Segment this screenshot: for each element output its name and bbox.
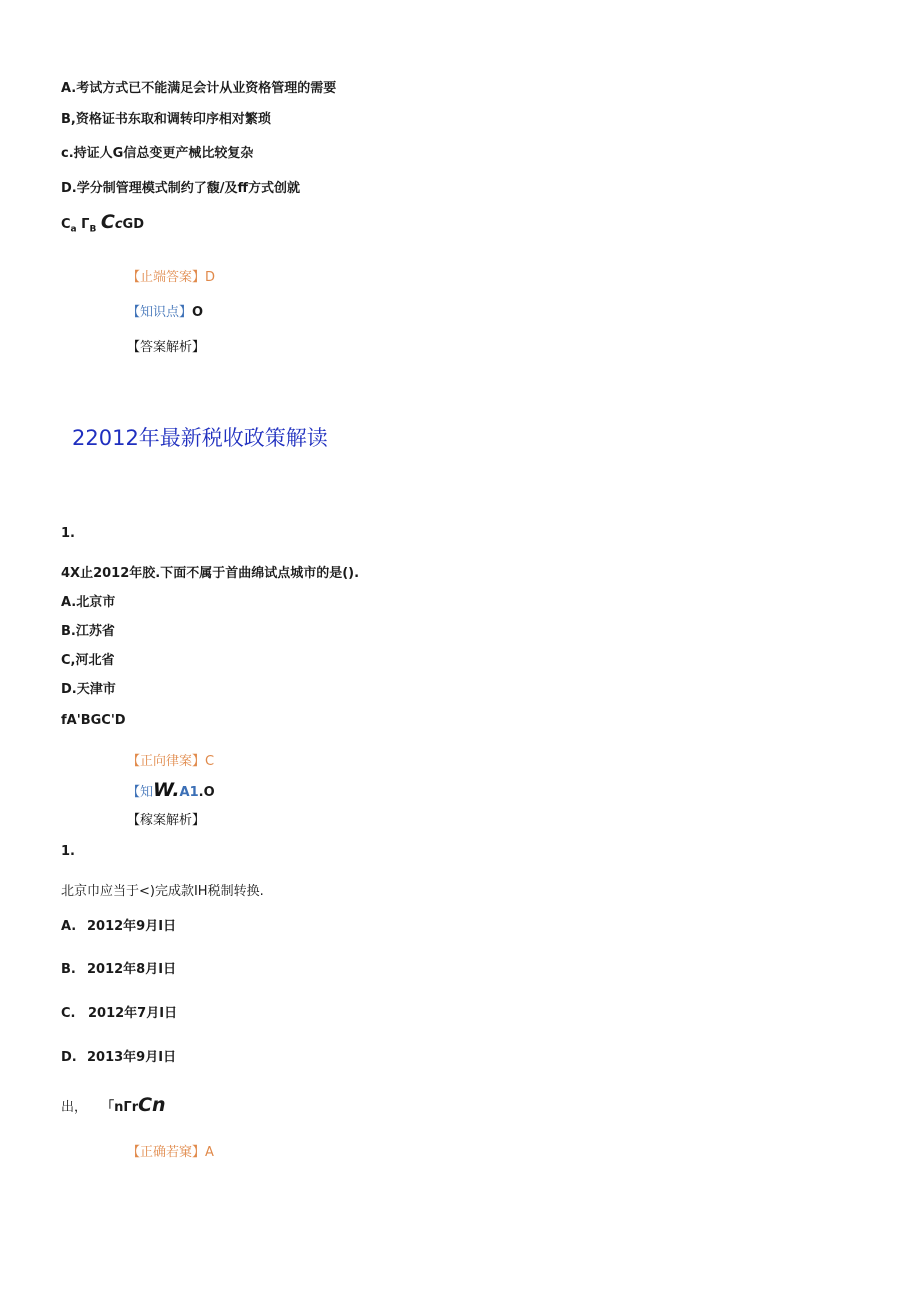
answer-value: A bbox=[205, 1145, 214, 1160]
prev-option-c: c.持证人G信总变更产械比较复杂 bbox=[61, 146, 254, 161]
knowledge-big: W. bbox=[153, 779, 180, 801]
option-text: 2012年9月I日 bbox=[87, 919, 177, 934]
q1-analysis: 【稼案解析】 bbox=[127, 813, 206, 828]
prev-analysis: 【答案解析】 bbox=[127, 340, 206, 355]
q2-answer bbox=[127, 1145, 214, 1161]
choice-text: 「nΓr bbox=[101, 1100, 139, 1115]
answer-value: C bbox=[205, 754, 215, 769]
knowledge-label: 【知识点】 bbox=[127, 305, 193, 320]
option-text: 2012年7月I日 bbox=[88, 1006, 178, 1021]
knowledge-value: O bbox=[192, 305, 204, 320]
choice-text: GD bbox=[122, 217, 144, 232]
knowledge-mid: A1 bbox=[179, 785, 199, 800]
prev-option-b: B,资格证书东取和调转印序相对繁琐 bbox=[61, 112, 271, 127]
q1-stem: 4X止2012年胶.下面不属于首曲绵试点城市的是(). bbox=[61, 566, 360, 581]
q1-knowledge bbox=[127, 779, 215, 801]
q1-option-d: D.天津市 bbox=[61, 682, 116, 697]
q1-option-a: A.北京市 bbox=[61, 595, 116, 610]
option-letter: B. bbox=[61, 962, 76, 977]
answer-label: 【正向律案】 bbox=[127, 754, 206, 769]
q2-choice-row bbox=[61, 1094, 166, 1116]
prev-option-d: D.学分制管理模式制约了馥/及ff方式创就 bbox=[61, 181, 301, 196]
prev-answer bbox=[127, 270, 215, 286]
option-letter: A. bbox=[61, 919, 77, 934]
choice-big: C bbox=[100, 211, 115, 233]
answer-value: D bbox=[205, 270, 216, 285]
knowledge-label: 【知 bbox=[127, 785, 154, 800]
choice-text: c bbox=[114, 217, 123, 232]
choice-lead: 出， bbox=[61, 1100, 88, 1115]
q2-option-d bbox=[61, 1050, 176, 1066]
prev-choice-row bbox=[61, 211, 144, 238]
answer-label: 【正确若窠】 bbox=[127, 1145, 206, 1160]
q2-number: 1. bbox=[61, 844, 75, 859]
option-text: 2012年8月I日 bbox=[87, 962, 177, 977]
q1-number: 1. bbox=[61, 526, 75, 541]
q2-stem: 北京巾应当于<)完成款IH税制转换. bbox=[61, 884, 264, 899]
q2-option-c bbox=[61, 1006, 177, 1022]
option-letter: C. bbox=[61, 1006, 76, 1021]
q2-option-a bbox=[61, 919, 176, 935]
choice-text: C bbox=[61, 217, 71, 232]
prev-knowledge bbox=[127, 305, 203, 321]
prev-option-a: A.考试方式已不能满足会计从业资格管理的需要 bbox=[61, 81, 337, 96]
option-text: 2013年9月I日 bbox=[87, 1050, 177, 1065]
q1-answer bbox=[127, 754, 214, 770]
choice-text: Γ bbox=[81, 217, 90, 232]
choice-sub: a bbox=[70, 224, 77, 235]
choice-sub: B bbox=[89, 224, 97, 235]
answer-label: 【止端答案】 bbox=[127, 270, 206, 285]
q1-option-b: B.江苏省 bbox=[61, 624, 115, 639]
section-title: 22012年最新税收政策解读 bbox=[72, 426, 328, 450]
q1-choice-row: fA'BGC'D bbox=[61, 713, 126, 728]
q1-option-c: C,河北省 bbox=[61, 653, 115, 668]
choice-big: Cn bbox=[138, 1094, 166, 1116]
q2-option-b bbox=[61, 962, 176, 978]
knowledge-value: .O bbox=[198, 785, 215, 800]
option-letter: D. bbox=[61, 1050, 77, 1065]
